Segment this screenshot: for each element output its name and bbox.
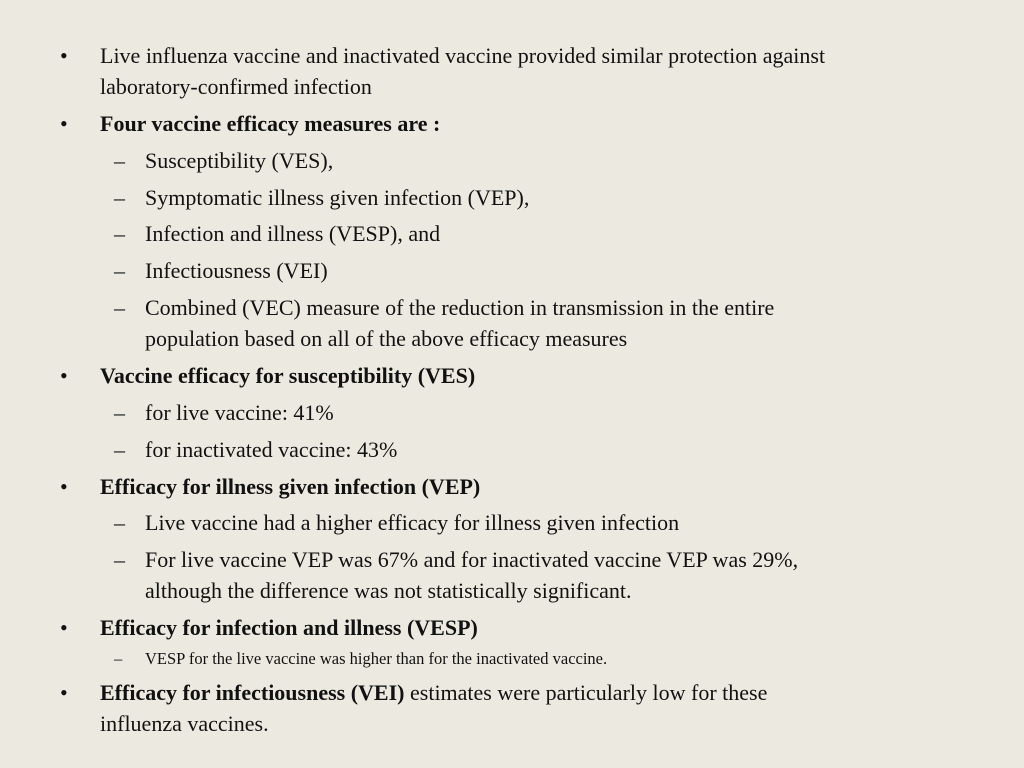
dash-marker: – <box>114 148 125 173</box>
sub-bullet-text-line: For live vaccine VEP was 67% and for inactivated vaccine VEP was 29%, <box>145 547 799 572</box>
sub-bullet-item <box>114 434 398 465</box>
sub-bullet-text: for live vaccine: 41% <box>145 400 334 425</box>
sub-bullet-text-line: although the difference was not statistically significant. <box>145 578 632 603</box>
bullet-text-line: laboratory-confirmed infection <box>100 74 372 99</box>
bullet-text-rest: estimates were particularly low for these <box>404 680 768 705</box>
dash-marker: – <box>114 649 123 668</box>
sub-bullet-item <box>114 255 328 286</box>
sub-bullet-text: for inactivated vaccine: 43% <box>145 437 398 462</box>
dash-marker: – <box>114 258 125 283</box>
sub-bullet-text: Infectiousness (VEI) <box>145 258 328 283</box>
bullet-heading: Efficacy for infectiousness (VEI) <box>100 680 405 705</box>
bullet-item <box>60 677 768 739</box>
sub-bullet-item <box>114 544 799 606</box>
bullet-marker: • <box>60 111 68 136</box>
bullet-text-line: influenza vaccines. <box>100 711 269 736</box>
bullet-item <box>60 108 441 139</box>
bullet-text-line: Live influenza vaccine and inactivated vaccine provided similar protection against <box>100 43 826 68</box>
bullet-heading: Four vaccine efficacy measures are : <box>100 111 441 136</box>
dash-marker: – <box>114 185 125 210</box>
dash-marker: – <box>114 547 125 572</box>
bullet-heading: Efficacy for infection and illness (VESP) <box>100 615 478 640</box>
bullet-marker: • <box>60 363 68 388</box>
dash-marker: – <box>114 510 125 535</box>
sub-bullet-text: Susceptibility (VES), <box>145 148 334 173</box>
bullet-item <box>60 612 478 643</box>
sub-bullet-item <box>114 648 608 670</box>
sub-bullet-item <box>114 292 775 354</box>
bullet-marker: • <box>60 474 68 499</box>
dash-marker: – <box>114 437 125 462</box>
sub-bullet-text: VESP for the live vaccine was higher than for the inactivated vaccine. <box>145 649 608 668</box>
bullet-heading: Vaccine efficacy for susceptibility (VES) <box>100 363 476 388</box>
bullet-marker: • <box>60 680 68 705</box>
sub-bullet-item <box>114 145 334 176</box>
dash-marker: – <box>114 400 125 425</box>
sub-bullet-text: Live vaccine had a higher efficacy for illness given infection <box>145 510 680 535</box>
bullet-text-line <box>100 677 767 708</box>
sub-bullet-item <box>114 507 680 538</box>
dash-marker: – <box>114 221 125 246</box>
dash-marker: – <box>114 295 125 320</box>
bullet-item <box>60 360 476 391</box>
bullet-heading: Efficacy for illness given infection (VEP) <box>100 474 481 499</box>
sub-bullet-text: Symptomatic illness given infection (VEP), <box>145 185 530 210</box>
sub-bullet-item <box>114 182 530 213</box>
bullet-marker: • <box>60 615 68 640</box>
bullet-marker: • <box>60 43 68 68</box>
sub-bullet-text-line: population based on all of the above efficacy measures <box>145 326 628 351</box>
bullet-item <box>60 40 826 102</box>
sub-bullet-item <box>114 218 441 249</box>
bullet-item <box>60 471 481 502</box>
sub-bullet-item <box>114 397 334 428</box>
sub-bullet-text: Infection and illness (VESP), and <box>145 221 441 246</box>
sub-bullet-text-line: Combined (VEC) measure of the reduction in transmission in the entire <box>145 295 775 320</box>
